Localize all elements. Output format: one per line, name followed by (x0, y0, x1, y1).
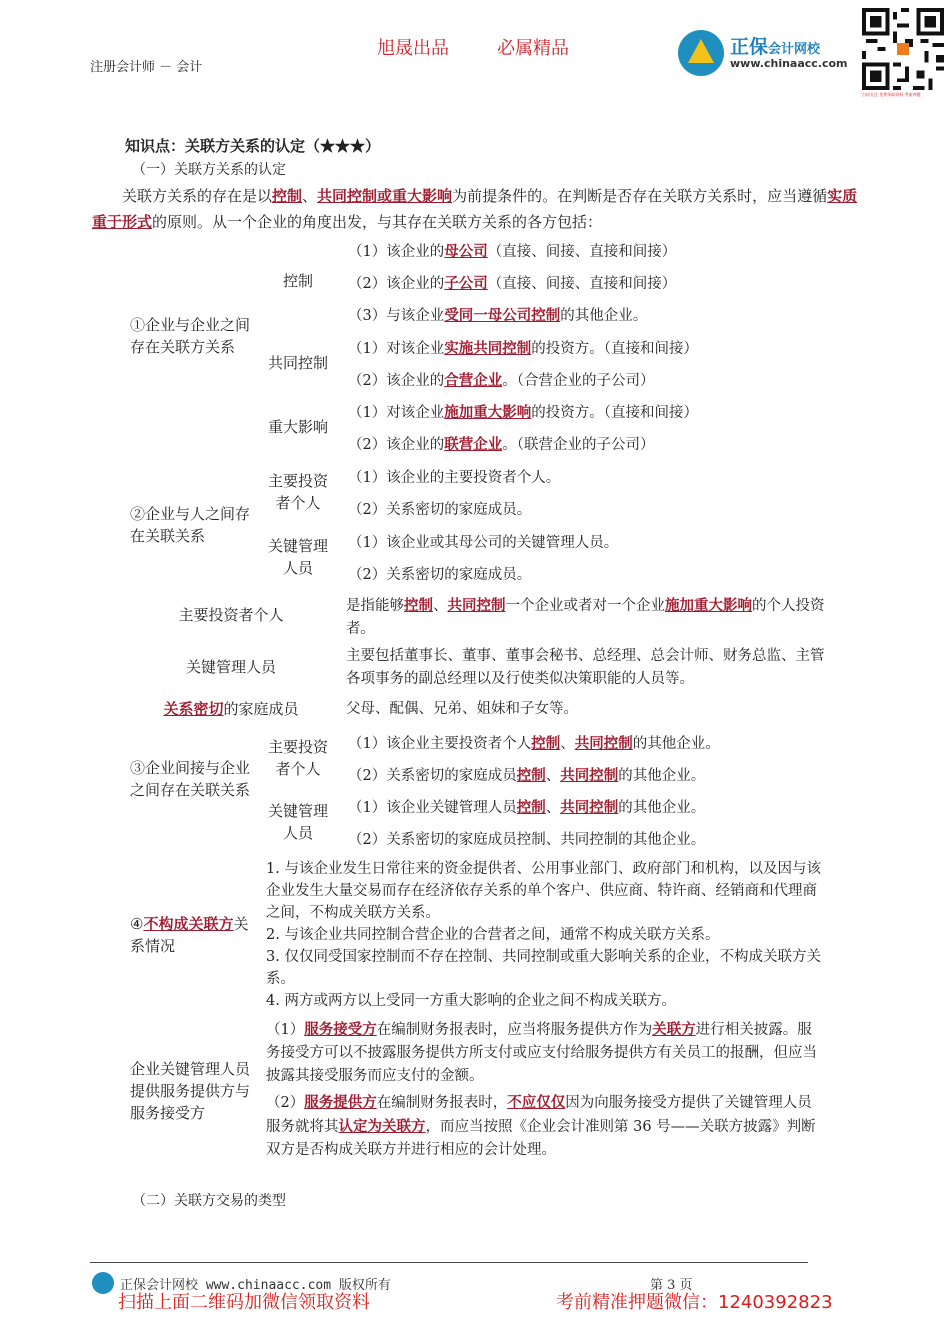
group2-cat-investor: 主要投资者个人 (267, 472, 328, 512)
group1-cat-control: 控制 (282, 272, 313, 290)
slogan-left: 旭晟出品 (377, 38, 449, 59)
intro-paragraph: 关联方关系的存在是以控制、共同控制或重大影响为前提条件的。在判断是否存在关联方关系时，应当遵循实质重于形式的原则。从一个企业的角度出发，与其存在关联方关系的各方包括： (92, 187, 858, 231)
group1-row-1: （1）该企业的母公司（直接、间接、直接和间接） (348, 243, 677, 260)
group1-cat-joint: 共同控制 (267, 354, 328, 372)
footer-divider (90, 1262, 808, 1263)
def-family-term: 关系密切的家庭成员 (163, 700, 299, 718)
document-subject: 注册会计师 － 会计 (90, 60, 203, 75)
group2-row-1: （1）该企业的主要投资者个人。 (348, 470, 561, 486)
group2-row-4: （2）关系密切的家庭成员。 (348, 567, 532, 583)
qr-code-icon (862, 8, 944, 90)
group1-row-4: （1）对该企业实施共同控制的投资方。（直接和间接） (348, 340, 698, 357)
group1-label: ①企业与企业之间存在关联方关系 (130, 316, 251, 356)
group4-item-4: 4. 两方或两方以上受同一方重大影响的企业之间不构成关联方。 (266, 993, 676, 1009)
qr-caption: 扫码关注 免费领取资料 考前押题 (862, 92, 921, 97)
footer-logo-icon (92, 1272, 114, 1294)
footer-copyright: 正保会计网校 www.chinaacc.com 版权所有 (120, 1278, 391, 1293)
promo-left[interactable]: 扫描上面二维码加微信领取资料 (118, 1292, 370, 1313)
def-mgmt-desc: 主要包括董事长、董事、董事会秘书、总经理、总会计师、财务总监、主管各项事务的副总经理以及行使类似决策职能的人员等。 (346, 648, 825, 687)
page-title: 知识点：关联方关系的认定（★★★） (125, 137, 381, 155)
def-investor-desc: 是指能够控制、共同控制一个企业或者对一个企业施加重大影响的个人投资者。 (346, 597, 825, 637)
group1-row-3: （3）与该企业受同一母公司控制的其他企业。 (348, 307, 648, 324)
group2-cat-mgmt: 关键管理人员 (267, 537, 328, 577)
group2-label: ②企业与人之间存在关联关系 (130, 505, 251, 545)
group2-row-3: （1）该企业或其母公司的关键管理人员。 (348, 535, 619, 551)
group3-row-1: （1）该企业主要投资者个人控制、共同控制的其他企业。 (348, 735, 720, 752)
group1-row-5: （2）该企业的合营企业。（合营企业的子公司） (348, 372, 655, 389)
group4-list (266, 858, 822, 1012)
page-number: 第 3 页 (650, 1278, 693, 1293)
group4-item-2: 2. 与该企业共同控制合营企业的合营者之间，通常不构成关联方关系。 (266, 927, 720, 943)
group3-row-4: （2）关系密切的家庭成员控制、共同控制的其他企业。 (348, 832, 706, 848)
slogan-right: 必属精品 (497, 38, 569, 59)
def-family-desc: 父母、配偶、兄弟、姐妹和子女等。 (346, 701, 578, 717)
group3-cat-mgmt: 关键管理人员 (267, 802, 328, 842)
group5-para-1: （1）服务接受方在编制财务报表时，应当将服务提供方作为关联方进行相关披露。服务接受方可以不披露服务提供方所支付或应支付给服务提供方有关员工的报酬，但应当披露其接受服务而应支付的金额。 (266, 1021, 817, 1084)
logo-url: www.chinaacc.com (730, 57, 848, 70)
brand-logo[interactable] (678, 30, 858, 78)
logo-emblem-icon (678, 30, 724, 76)
group4-item-3: 3. 仅仅同受国家控制而不存在控制、共同控制或重大影响关系的企业，不构成关联方关系。 (266, 949, 821, 987)
group3-label: ③企业间接与企业之间存在关联关系 (130, 759, 251, 799)
group5-label: 企业关键管理人员提供服务提供方与服务接受方 (130, 1060, 251, 1122)
group1-row-2: （2）该企业的子公司（直接、间接、直接和间接） (348, 275, 677, 292)
def-mgmt-term: 关键管理人员 (185, 658, 276, 676)
group3-row-2: （2）关系密切的家庭成员控制、共同控制的其他企业。 (348, 767, 706, 784)
group3-cat-investor: 主要投资者个人 (267, 738, 328, 778)
subsection-heading-1: （一）关联方关系的认定 (132, 162, 286, 178)
group3-row-3: （1）该企业关键管理人员控制、共同控制的其他企业。 (348, 799, 706, 816)
subsection-heading-2: （二）关联方交易的类型 (132, 1193, 286, 1209)
promo-right[interactable]: 考前精准押题微信：1240392823 (556, 1292, 833, 1313)
group1-cat-influence: 重大影响 (267, 418, 328, 436)
group1-row-6: （1）对该企业施加重大影响的投资方。（直接和间接） (348, 404, 698, 421)
def-investor-term: 主要投资者个人 (178, 606, 284, 624)
group4-item-1: 1. 与该企业发生日常往来的资金提供者、公用事业部门、政府部门和机构，以及因与该企业发生大量交易而存在经济依存关系的单个客户、供应商、特许商、经销商和代理商之间，不构成关联方关系。 (266, 861, 821, 921)
group4-label: ④不构成关联方关系情况 (130, 915, 249, 955)
group5-para-2: （2）服务提供方在编制财务报表时，不应仅仅因为向服务接受方提供了关键管理人员服务就将其认定为关联方，而应当按照《企业会计准则第 36 号——关联方披露》判断双方是否构成关联方并进行相应的会计处理。 (266, 1094, 816, 1158)
logo-title: 正保会计网校 (730, 36, 821, 58)
group1-row-7: （2）该企业的联营企业。（联营企业的子公司） (348, 436, 655, 453)
group2-row-2: （2）关系密切的家庭成员。 (348, 502, 532, 518)
